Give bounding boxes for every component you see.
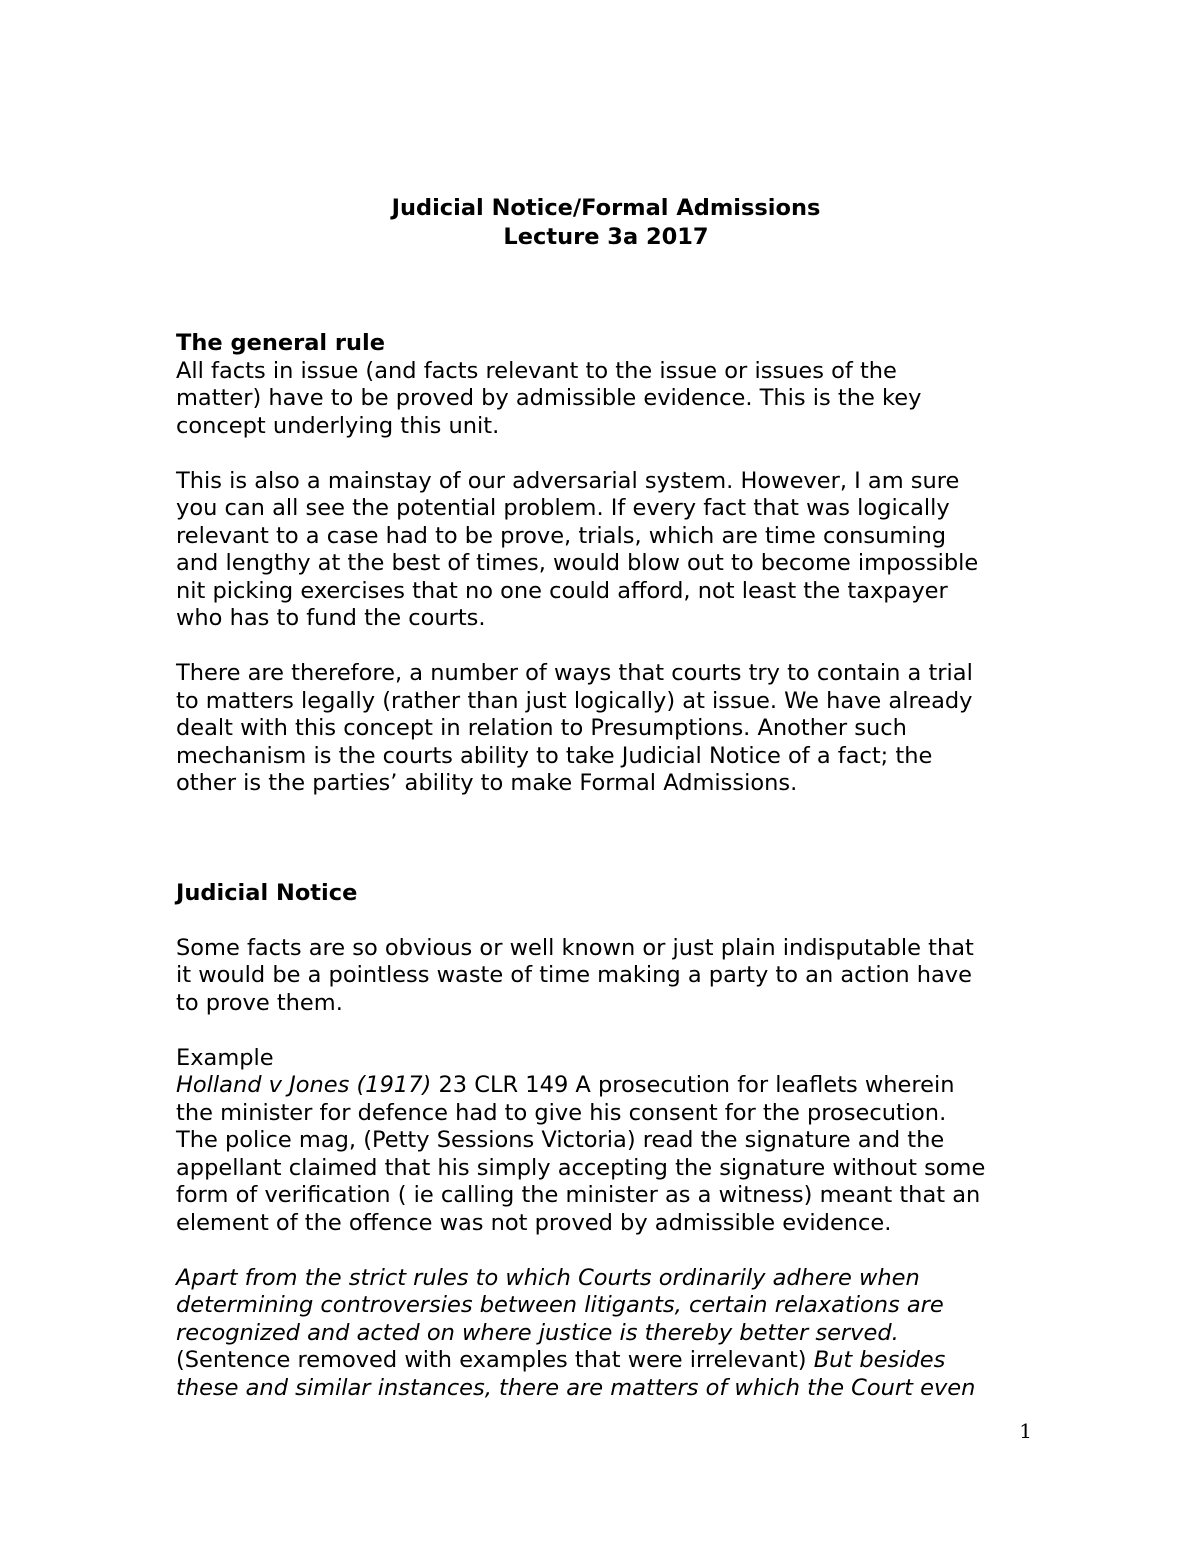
section-heading-general-rule: The general rule: [176, 330, 386, 356]
paragraph-general-rule-3: There are therefore, a number of ways that courts try to contain a trial to matters legally (rather than just logically) at issue. We have already dealt with this concept in relation to Presumptions. Another such mechanism is the courts ability to take Judicial Notice of a fact; the other is the parties’ ability to make Formal Admissions.: [176, 660, 973, 796]
example-label: Example: [176, 1044, 274, 1071]
case-name: Holland v Jones (1917): [176, 1072, 432, 1098]
document-page: [176, 194, 1036, 1402]
page-number: 1: [1019, 1419, 1032, 1443]
section-heading-judicial-notice: Judicial Notice: [176, 879, 358, 906]
quote-part-2: But besides these and similar instances, there are matters of which the Court even: [176, 1347, 976, 1401]
paragraph-judicial-notice-intro: Some facts are so obvious or well known or just plain indisputable that it would be a pointless waste of time making a party to an action have to prove them.: [176, 934, 974, 1016]
document-subtitle: Lecture 3a 2017: [503, 223, 709, 250]
document-title: Judicial Notice/Formal Admissions: [391, 195, 821, 221]
quote-part-1: Apart from the strict rules to which Courts ordinarily adhere when determining controversies between litigants, certain relaxations are recognized and acted on where justice is thereby better served.: [176, 1264, 944, 1346]
quote-aside: (Sentence removed with examples that were irrelevant): [176, 1347, 807, 1373]
paragraph-quote: [176, 1265, 1036, 1403]
paragraph-case-example: [176, 1072, 1036, 1237]
case-text: 23 CLR 149 A prosecution for leaflets wherein the minister for defence had to give his consent for the prosecution. The police mag, (Petty Sessions Victoria) read the signature and the appellant claimed that his simply accepting the signature without some form of verification ( ie calling the minister as a witness) meant that an element of the offence was not proved by admissible evidence.: [176, 1072, 986, 1236]
paragraph-general-rule-1: All facts in issue (and facts relevant to the issue or issues of the matter) have to be proved by admissible evidence. This is the key concept underlying this unit.: [176, 357, 922, 439]
paragraph-general-rule-2: This is also a mainstay of our adversarial system. However, I am sure you can all see the potential problem. If every fact that was logically relevant to a case had to be prove, trials, which are time consuming and lengthy at the best of times, would blow out to become impossible nit picking exercises that no one could afford, not least the taxpayer who has to fund the courts.: [176, 467, 979, 631]
